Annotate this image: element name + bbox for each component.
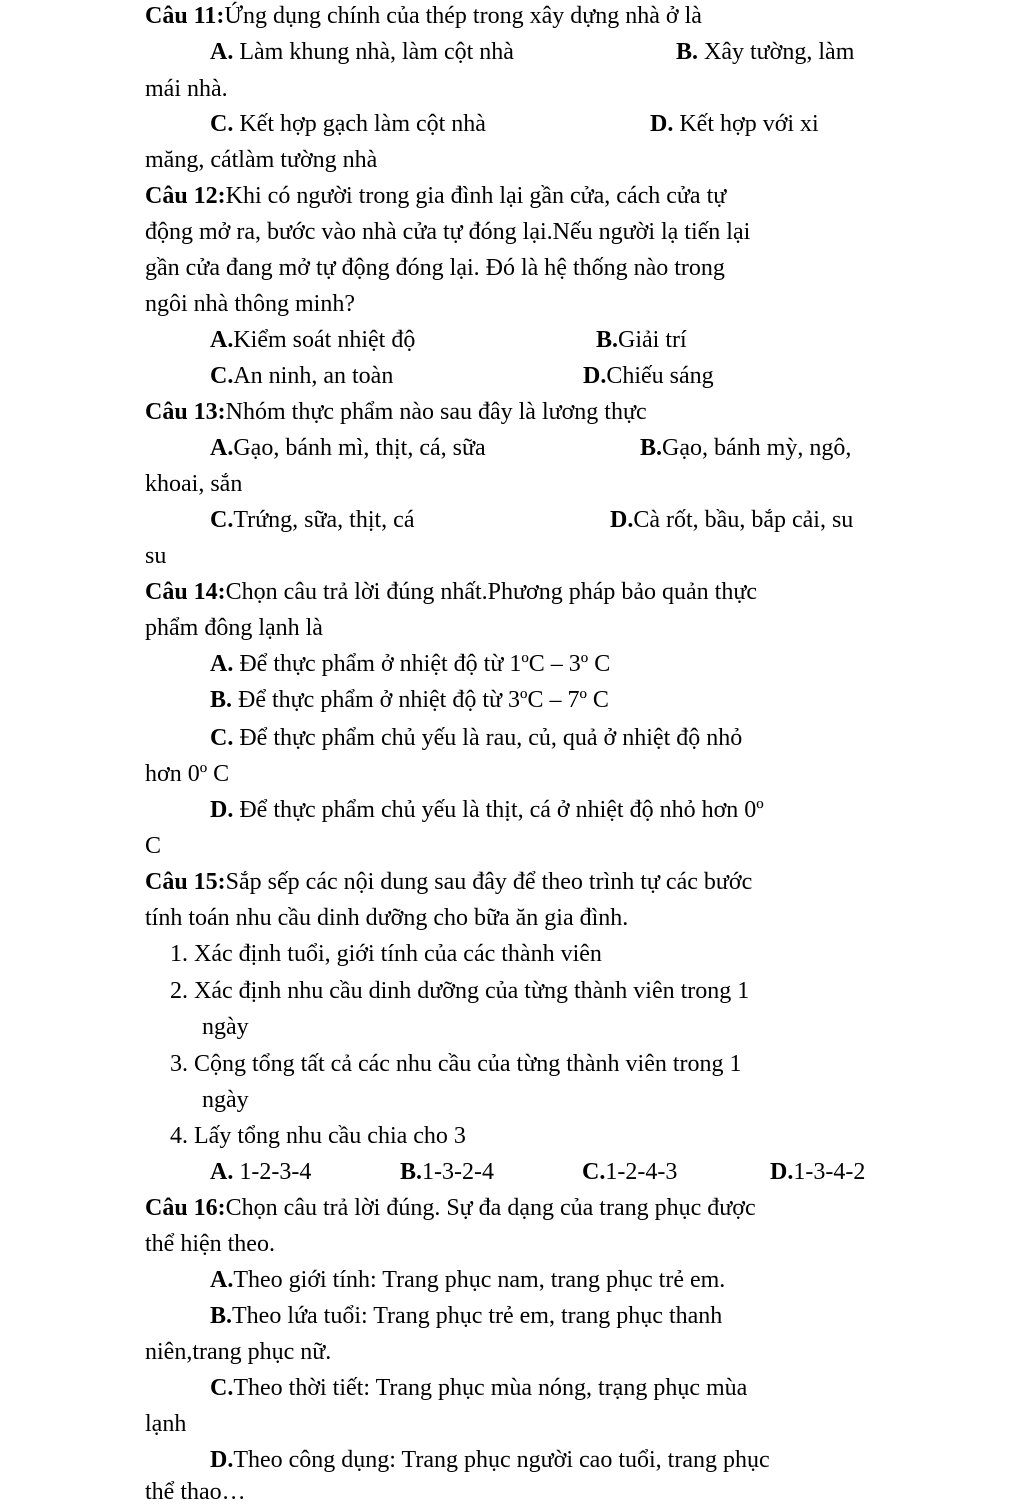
q11-c-letter: C. (210, 111, 234, 137)
q13-c-letter: C. (210, 507, 234, 533)
q11-option-d-cont: măng, cátlàm tường nhà (145, 147, 378, 173)
q15-step-2: 2. Xác định nhu cầu dinh dưỡng của từng thành viên trong 1 (170, 978, 750, 1004)
q15-step-3-cont: ngày (202, 1087, 249, 1113)
q12-b-text: Giải trí (618, 327, 687, 353)
q15-d-letter: D. (770, 1159, 794, 1185)
q15-step-3: 3. Cộng tổng tất cả các nhu cầu của từng thành viên trong 1 (170, 1051, 742, 1077)
q16-c-letter: C. (210, 1375, 234, 1401)
q11-a-text: Làm khung nhà, làm cột nhà (233, 39, 514, 65)
q16-option-d (210, 1444, 770, 1476)
q12-a-letter: A. (210, 327, 234, 353)
q12-label: Câu 12: (145, 183, 226, 209)
q14-option-d-cont: C (145, 833, 162, 859)
q15-stem-line-2: tính toán nhu cầu dinh dưỡng cho bữa ăn gia đình. (145, 905, 629, 931)
q14-option-c (210, 722, 742, 754)
q11-a-letter: A. (210, 39, 234, 65)
q12-option-a (210, 324, 415, 356)
q16-option-c-cont: lạnh (145, 1411, 187, 1437)
q15-option-b (400, 1156, 494, 1188)
q16-option-c (210, 1372, 747, 1404)
q12-stem-line-2: động mở ra, bước vào nhà cửa tự đóng lại.Nếu người lạ tiến lại (145, 219, 751, 245)
q13-stem-line (145, 396, 647, 428)
q11-d-text: Kết hợp với xi (673, 111, 819, 137)
q14-c-letter: C. (210, 725, 234, 751)
q12-option-d (583, 360, 714, 392)
q12-option-c (210, 360, 393, 392)
q15-step-2-cont: ngày (202, 1014, 249, 1040)
q15-c-text: 1-2-4-3 (605, 1159, 678, 1185)
q11-option-c (210, 108, 486, 140)
q13-stem: Nhóm thực phẩm nào sau đây là lương thực (225, 399, 647, 425)
q16-b-letter: B. (210, 1303, 233, 1329)
q14-stem-line-2: phẩm đông lạnh là (145, 615, 323, 641)
q15-d-text: 1-3-4-2 (793, 1159, 866, 1185)
q13-option-b-cont: khoai, sắn (145, 471, 243, 497)
q13-a-text: Gạo, bánh mì, thịt, cá, sữa (233, 435, 486, 461)
q11-b-letter: B. (676, 39, 699, 65)
q15-label: Câu 15: (145, 869, 226, 895)
q14-d-text: Để thực phẩm chủ yếu là thịt, cá ở nhiệt độ nhỏ hơn 0º (233, 797, 764, 823)
q14-label: Câu 14: (145, 579, 226, 605)
q11-c-text: Kết hợp gạch làm cột nhà (233, 111, 486, 137)
q12-b-letter: B. (596, 327, 619, 353)
q12-stem-line-1 (145, 180, 726, 212)
q13-option-a (210, 432, 486, 464)
q14-option-d (210, 794, 764, 826)
q15-step-1: 1. Xác định tuổi, giới tính của các thành viên (170, 941, 602, 967)
q15-option-d (770, 1156, 865, 1188)
q12-stem-line-3: gần cửa đang mở tự động đóng lại. Đó là hệ thống nào trong (145, 255, 725, 281)
q16-d-letter: D. (210, 1447, 234, 1473)
q16-label: Câu 16: (145, 1195, 226, 1221)
q15-b-letter: B. (400, 1159, 423, 1185)
q11-option-b (676, 36, 854, 68)
q16-option-b-cont: niên,trang phục nữ. (145, 1339, 332, 1365)
q16-stem-line-1 (145, 1192, 756, 1224)
q15-c-letter: C. (582, 1159, 606, 1185)
q12-option-b (596, 324, 687, 356)
q13-c-text: Trứng, sữa, thịt, cá (233, 507, 415, 533)
q16-c-text: Theo thời tiết: Trang phục mùa nóng, trạng phục mùa (233, 1375, 748, 1401)
q13-d-text: Cà rốt, bầu, bắp cải, su (633, 507, 854, 533)
q15-option-c (582, 1156, 677, 1188)
q13-a-letter: A. (210, 435, 234, 461)
q13-b-letter: B. (640, 435, 663, 461)
q11-option-d (650, 108, 819, 140)
q16-stem-1: Chọn câu trả lời đúng. Sự đa dạng của trang phục được (225, 1195, 756, 1221)
q11-option-a (210, 36, 514, 68)
q13-option-c (210, 504, 414, 536)
q15-b-text: 1-3-2-4 (422, 1159, 494, 1185)
q13-b-text: Gạo, bánh mỳ, ngô, (662, 435, 852, 461)
q16-b-text: Theo lứa tuổi: Trang phục trẻ em, trang phục thanh (232, 1303, 723, 1329)
q16-a-letter: A. (210, 1267, 234, 1293)
q14-b-letter: B. (210, 687, 233, 713)
q13-d-letter: D. (610, 507, 634, 533)
q14-d-letter: D. (210, 797, 234, 823)
q14-c-text: Để thực phẩm chủ yếu là rau, củ, quả ở nhiệt độ nhỏ (233, 725, 743, 751)
q16-option-b (210, 1300, 722, 1332)
q11-label: Câu 11: (145, 3, 225, 29)
q15-option-a (210, 1156, 311, 1188)
q12-stem-line-4: ngôi nhà thông minh? (145, 291, 355, 317)
q16-option-a (210, 1264, 725, 1296)
q12-d-letter: D. (583, 363, 607, 389)
q12-stem-1: Khi có người trong gia đình lại gần cửa, cách cửa tự (225, 183, 727, 209)
q14-option-a (210, 648, 610, 680)
q15-a-letter: A. (210, 1159, 234, 1185)
q15-stem-line-1 (145, 866, 752, 898)
q14-option-b (210, 684, 609, 716)
q14-a-letter: A. (210, 651, 234, 677)
q12-a-text: Kiểm soát nhiệt độ (233, 327, 416, 353)
q16-option-d-cont: thể thao… (145, 1479, 246, 1505)
q13-label: Câu 13: (145, 399, 226, 425)
q12-d-text: Chiếu sáng (606, 363, 714, 389)
q11-d-letter: D. (650, 111, 674, 137)
q14-stem-1: Chọn câu trả lời đúng nhất.Phương pháp bảo quản thực (225, 579, 757, 605)
q11-b-text: Xây tường, làm (698, 39, 855, 65)
q14-option-c-cont: hơn 0º C (145, 761, 230, 787)
q15-step-4: 4. Lấy tổng nhu cầu chia cho 3 (170, 1123, 466, 1149)
q14-stem-line-1 (145, 576, 757, 608)
q13-option-d-cont: su (145, 543, 167, 569)
q13-option-b (640, 432, 851, 464)
q13-option-d (610, 504, 853, 536)
q14-a-text: Để thực phẩm ở nhiệt độ từ 1ºC – 3º C (233, 651, 611, 677)
q11-stem: Ứng dụng chính của thép trong xây dựng nhà ở là (224, 3, 702, 29)
q14-b-text: Để thực phẩm ở nhiệt độ từ 3ºC – 7º C (232, 687, 609, 713)
q15-a-text: 1-2-3-4 (233, 1159, 312, 1185)
q12-c-text: An ninh, an toàn (233, 363, 394, 389)
q12-c-letter: C. (210, 363, 234, 389)
q11-option-b-cont: mái nhà. (145, 76, 228, 102)
q15-stem-1: Sắp sếp các nội dung sau đây để theo trình tự các bước (225, 869, 753, 895)
q16-a-text: Theo giới tính: Trang phục nam, trang phục trẻ em. (233, 1267, 726, 1293)
q11-stem-line (145, 0, 702, 32)
q16-stem-line-2: thể hiện theo. (145, 1231, 275, 1257)
q16-d-text: Theo công dụng: Trang phục người cao tuổi, trang phục (233, 1447, 770, 1473)
